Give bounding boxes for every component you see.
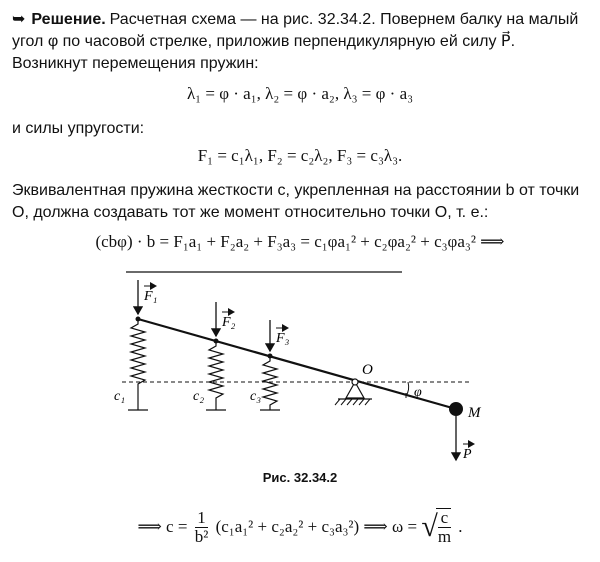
final-body: (c₁a₁² + c₂a₂² + c₃a₃²) ⟹ ω = xyxy=(215,517,418,536)
figure-caption: Рис. 32.34.2 xyxy=(262,470,338,485)
solution-paragraph-1 xyxy=(12,8,590,75)
sqrt-fraction xyxy=(436,508,451,546)
solution-intro-text: Расчетная схема — на рис. 32.34.2. Повернем балку на малый угол φ по часовой стрелке, приложив перпендикулярную ей силу P⃗. Возникнут перемещения пружин: xyxy=(12,11,579,72)
label-o: O xyxy=(362,362,373,378)
label-c3: c₃ xyxy=(250,389,262,404)
sqrt-den: m xyxy=(437,527,452,546)
label-c2: c₂ xyxy=(193,389,205,404)
label-p: P xyxy=(463,447,472,462)
figure-32-34-2 xyxy=(0,262,600,470)
moment-equation: (cbφ) · b = F₁a₁ + F₂a₂ + F₃a₃ = c₁φa₁² + c₂φa₂² + c₃φa₃² ⟹ xyxy=(95,232,505,251)
solution-heading: Решение. xyxy=(31,11,106,28)
beam xyxy=(138,319,456,409)
mass-m xyxy=(449,402,463,416)
sqrt-icon: √ xyxy=(421,510,438,543)
final-fraction xyxy=(195,509,209,546)
elastic-forces-formula: F₁ = c₁λ₁, F₂ = c₂λ₂, F₃ = c₃λ₃. xyxy=(197,146,403,165)
final-frac-num: 1 xyxy=(195,509,209,528)
final-lead: ⟹ c = xyxy=(137,517,188,536)
final-tail: . xyxy=(458,517,463,536)
label-phi: φ xyxy=(414,385,422,400)
label-m: M xyxy=(468,405,481,421)
final-formula xyxy=(0,508,600,552)
final-frac-den: b² xyxy=(194,526,209,546)
spring-c2 xyxy=(206,339,226,411)
sqrt-num: c xyxy=(438,509,451,528)
label-f2: F₂ xyxy=(222,315,236,330)
spring-c1 xyxy=(128,317,148,411)
equivalent-spring-text: Эквивалентная пружина жесткости c, укрепленная на расстоянии b от точки O, должна создавать тот же момент относительно точки O, т. е.: xyxy=(12,182,580,221)
label-c1: c₁ xyxy=(114,389,126,404)
displacement-formula: λ₁ = φ · a₁, λ₂ = φ · a₂, λ₃ = φ · a₃ xyxy=(186,84,414,103)
label-f3: F₃ xyxy=(276,331,290,346)
label-f1: F₁ xyxy=(144,289,158,304)
right-arrow-icon: ➥ xyxy=(12,9,26,28)
sqrt-expression xyxy=(421,508,454,546)
elastic-forces-intro: и силы упругости: xyxy=(12,120,145,137)
